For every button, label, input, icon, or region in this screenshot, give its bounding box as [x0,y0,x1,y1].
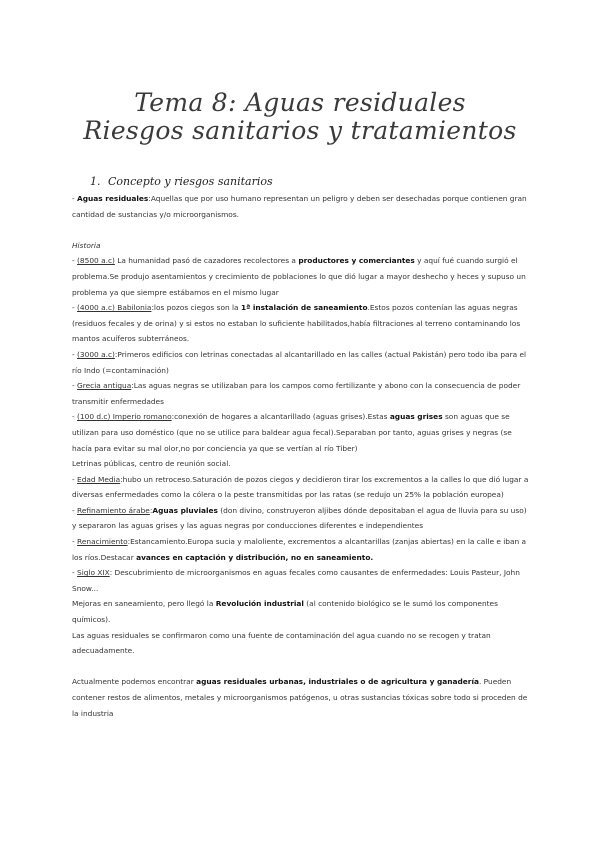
history-bold: avances en captación y distribución, no en saneamiento. [136,552,374,562]
history-item [72,378,532,409]
history-date: (3000 a.c) [77,349,115,359]
history-date: (100 d.c) Imperio romano [77,412,172,422]
history-text: :Las aguas negras se utilizaban para los campos como fertilizante y abono con la consecuencia de poder transmitir enfermedades [72,381,521,406]
history-item [72,503,532,534]
definition-paragraph [72,191,532,222]
history-date: (4000 a.c) Babilonia [77,303,152,313]
history-item [72,596,532,627]
history-date: Grecia antigua [77,381,132,391]
history-text: :Primeros edificios con letrinas conectadas al alcantarillado en las calles (actual Pakistán) pero todo iba para el río Indo (=contaminación) [72,349,527,375]
history-item [72,253,532,300]
dash: - [72,505,78,515]
history-text: Mejoras en saneamiento, pero llegó la [72,599,216,609]
final-bold: aguas residuales urbanas, industriales o de agricultura y ganadería [196,677,479,687]
title-line-1: Tema 8: Aguas residuales [134,88,466,117]
history-text: son aguas que se utilizan para uso doméstico (que no se utilice para baldear agua fecal).Separaban por tanto, aguas grises y negras (se hacía para evitar su mal olor,no por conciencia ya que se vertían al río Tiber) [72,412,512,453]
history-text: .Estos pozos contenían las aguas negras (residuos fecales y de orina) y si estos no estaban lo suficiente habilitados,había filtraciones al terreno contaminando los mantos acuíferos subterráneos. [72,303,521,344]
history-list [72,253,532,658]
history-item [72,300,532,347]
history-text: :hubo un retroceso.Saturación de pozos ciegos y decidieron tirar los excrementos a la calles lo que dió lugar a diversas enfermedades como la cólera o la peste transmitidas por las ratas (se redujo un 25% la población europea) [72,474,529,500]
section-heading [90,175,273,188]
history-bold: 1ª instalación de saneamiento [240,303,368,313]
history-date: Renacimiento [77,537,128,547]
definition-term: Aguas residuales [77,194,149,203]
dash: - [72,474,78,484]
dash: - [72,349,78,359]
final-text-2: . Pueden contener restos de alimentos, metales y microorganismos patógenos, u otras sustancias tóxicas sobre todo si proceden de la industria [72,677,528,718]
history-bold: Aguas pluviales [152,505,218,515]
dash: - [72,194,78,203]
history-text: (al contenido biológico se le sumó los componentes químicos). [72,599,498,625]
dash: - [72,537,78,547]
history-text: La humanidad pasó de cazadores recolectores a [114,256,299,266]
history-bold: Revolución industrial [215,599,304,609]
history-item [72,628,532,659]
history-item [72,347,532,378]
historia-label: Historia [72,240,101,250]
history-item [72,534,532,565]
dash: - [72,381,78,391]
history-text: :conexión de hogares a alcantarillado (aguas grises).Estas [171,412,390,422]
history-text: (don divino, construyeron aljibes dónde depositaban el agua de lluvia para su uso) y separaron las aguas grises y las aguas negras por conducciones diferentes e independientes [72,505,527,531]
history-date: Siglo XIX [77,568,110,578]
history-item [72,472,532,503]
history-item [72,409,532,456]
history-text: Las aguas residuales se confirmaron como una fuente de contaminación del agua cuando no se recogen y tratan adecuadamente. [72,630,491,656]
history-date: Refinamiento árabe [77,505,150,515]
history-text: Letrinas públicas, centro de reunión social. [72,459,231,469]
history-date: Edad Media [77,474,121,484]
history-text: y aquí fué cuando surgió el problema.Se produjo asentamientos y crecimiento de poblaciones lo que dió lugar a mayor deshecho y heces y supuso un problema ya que siempre estábamos en el mismo lugar [72,256,526,297]
section-number: 1. [90,175,101,188]
history-bold: productores y comerciantes [298,256,415,266]
history-date: (8500 a.c) [77,256,115,266]
dash: - [72,412,78,422]
section-title: Concepto y riesgos sanitarios [108,175,273,188]
dash: - [72,256,78,266]
title-line-2: Riesgos sanitarios y tratamientos [83,116,517,145]
final-paragraph [72,674,532,721]
final-text-1: Actualmente podemos encontrar [72,677,197,687]
document-body [72,191,532,721]
history-text: : Descubrimiento de microorganismos en aguas fecales como causantes de enfermedades: Louis Pasteur, John Snow... [72,568,520,593]
history-item [72,456,532,472]
history-text: : [149,505,153,515]
history-item [72,565,532,596]
history-text: :los pozos ciegos son la [151,303,241,313]
dash: - [72,568,78,578]
dash: - [72,303,78,313]
history-bold: aguas grises [389,412,443,422]
history-text: :Estancamiento.Europa sucia y maloliente, excrementos a alcantarillas (zanjas abiertas) en la calle e iban a los ríos.Destacar [72,537,527,562]
definition-text: :Aquellas que por uso humano representan un peligro y deben ser desechadas porque contienen gran cantidad de sustancias y/o microorganismos. [72,194,527,219]
